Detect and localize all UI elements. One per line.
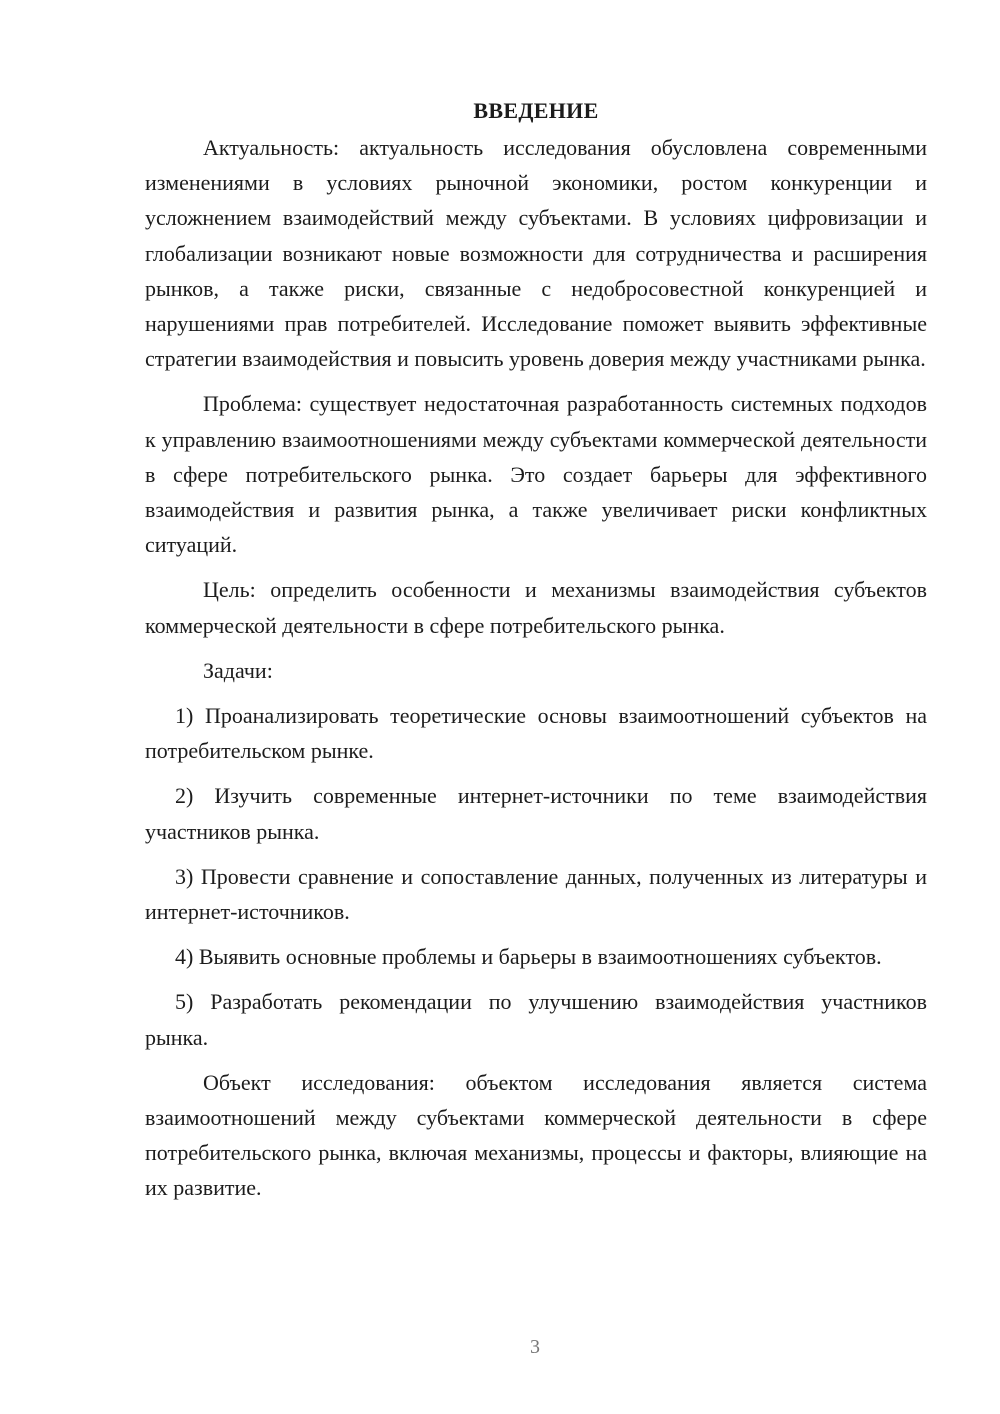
task-item-5: 5) Разработать рекомендации по улучшению взаимодействия участников рынка. [145,989,927,1050]
section-heading: ВВЕДЕНИЕ [473,98,599,123]
tasks-label: Задачи: [203,657,273,683]
problem-paragraph: Проблема: существует недостаточная разработанность системных подходов к управлению взаимоотношениями между субъектами коммерческой деятельности в сфере потребительского рынка. Это создает барьеры для эффективного взаимодействия и развития рынка, а также увеличивает риски конфликтных ситуаций. [145,391,927,558]
page-number: 3 [530,1336,540,1358]
object-paragraph: Объект исследования: объектом исследования является система взаимоотношений между субъектами коммерческой деятельности в сфере потребительского рынка, включая механизмы, процессы и факторы, влияющие на их развитие. [145,1069,927,1201]
task-item-1: 1) Проанализировать теоретические основы взаимоотношений субъектов на потребительском рынке. [145,703,927,764]
task-item-2: 2) Изучить современные интернет-источники по теме взаимодействия участников рынка. [145,783,927,844]
relevance-paragraph: Актуальность: актуальность исследования обусловлена современными изменениями в условиях рыночной экономики, ростом конкуренции и усложнением взаимодействий между субъектами. В условиях цифровизации и глобализации возникают новые возможности для сотрудничества и расширения рынков, а также риски, связанные с недобросовестной конкуренцией и нарушениями прав потребителей. Исследование поможет выявить эффективные стратегии взаимодействия и повысить уровень доверия между участниками рынка. [145,135,927,372]
task-item-4: 4) Выявить основные проблемы и барьеры в взаимоотношениях субъектов. [175,944,882,970]
task-item-3: 3) Провести сравнение и сопоставление данных, полученных из литературы и интернет-источников. [145,863,927,925]
page-content [145,95,927,1216]
goal-paragraph: Цель: определить особенности и механизмы взаимодействия субъектов коммерческой деятельности в сфере потребительского рынка. [145,577,927,638]
